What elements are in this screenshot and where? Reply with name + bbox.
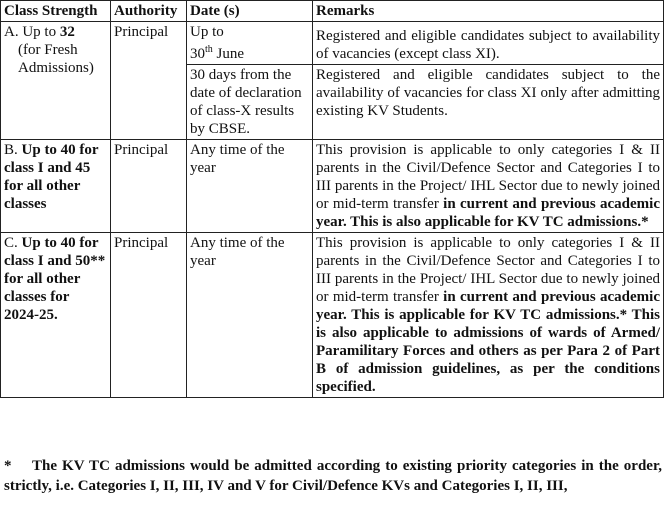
row-b-remark: This provision is applicable to only categories I & II parents in the Civil/Defence Sector and Categories I to III parents in the Project/ IHL Sector due to newly joined or mid-term transfer in current and previous academic year. This is also applicable for KV TC admissions.* [313, 140, 664, 233]
table-header-row [1, 1, 664, 22]
row-a-strength: A. Up to 32 (for Fresh Admissions) [1, 22, 111, 140]
footnote-text: The KV TC admissions would be admitted according to existing priority categories in the order, strictly, i.e. Categories I, II, III, IV and V for Civil/Defence KVs and Categories I, II, III, [4, 458, 662, 494]
row-a-date2: 30 days from the date of declaration of class-X results by CBSE. [187, 65, 313, 140]
row-c-remark: This provision is applicable to only categories I & II parents in the Civil/Defence Sector and Categories I to III parents in the Project/ IHL Sector due to newly joined or mid-term transfer in current and previous academic year. This is applicable for KV TC admissions.* This is also applicable to admissions of wards of Armed/ Paramilitary Forces and others as per Para 2 of Part B of admission guidelines, as per the conditions specified. [313, 233, 664, 398]
header-dates: Date (s) [187, 1, 313, 22]
row-c-date: Any time of the year [187, 233, 313, 398]
header-class-strength: Class Strength [1, 1, 111, 22]
header-authority: Authority [111, 1, 187, 22]
row-b-date: Any time of the year [187, 140, 313, 233]
row-a-strength-number: 32 [59, 24, 75, 40]
table-row-c [1, 233, 664, 398]
table-row-b [1, 140, 664, 233]
row-b-strength: B. Up to 40 for class I and 45 for all other classes [1, 140, 111, 233]
header-remarks: Remarks [313, 1, 664, 22]
row-a-remark2: Registered and eligible candidates subject to the availability of vacancies for class XI only after admitting existing KV Students. [313, 65, 664, 140]
footnote-star: * [4, 458, 12, 474]
footnote [4, 456, 662, 496]
row-c-strength: C. Up to 40 for class I and 50** for all other classes for 2024-25. [1, 233, 111, 398]
row-b-authority: Principal [111, 140, 187, 233]
row-a-authority: Principal [111, 22, 187, 140]
row-c-authority: Principal [111, 233, 187, 398]
row-a-date1: Up to 30th June [187, 22, 313, 65]
row-a-remark1: Registered and eligible candidates subject to availability of vacancies (except class XI). [313, 22, 664, 65]
table-row-a1 [1, 22, 664, 65]
